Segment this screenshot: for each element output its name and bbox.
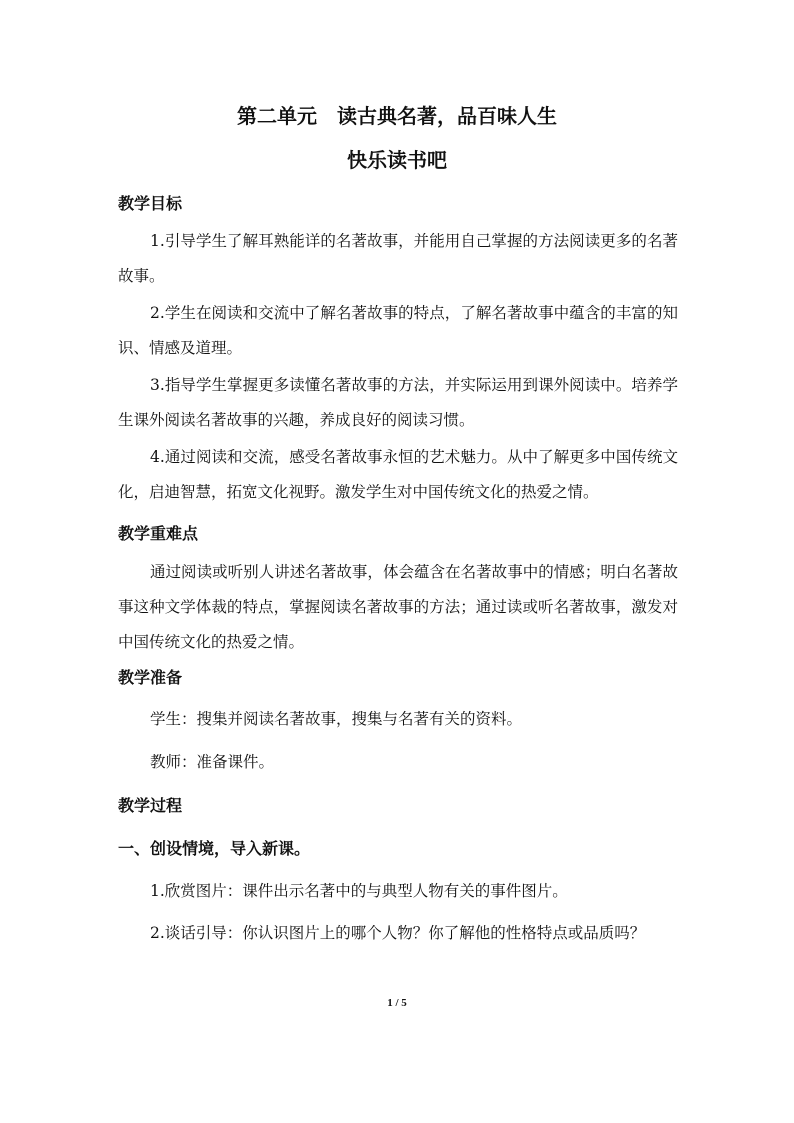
document-title: 第二单元 读古典名著，品百味人生	[237, 104, 557, 128]
goal-item-1: 1.引导学生了解耳熟能详的名著故事，并能用自己掌握的方法阅读更多的名著故事。	[118, 232, 678, 285]
section-heading-preparation: 教学准备	[118, 668, 183, 687]
section-heading-process: 教学过程	[118, 796, 183, 815]
page-number: 1 / 5	[387, 997, 407, 1009]
process-item-1: 1.欣赏图片：课件出示名著中的与典型人物有关的事件图片。	[150, 882, 568, 900]
section-heading-goals: 教学目标	[118, 194, 183, 213]
goal-item-4: 4.通过阅读和交流，感受名著故事永恒的艺术魅力。从中了解更多中国传统文化，启迪智慧，拓宽文化视野。激发学生对中国传统文化的热爱之情。	[118, 448, 678, 501]
preparation-teacher: 教师：准备课件。	[150, 753, 275, 771]
process-item-2: 2.谈话引导：你认识图片上的哪个人物？你了解他的性格特点或品质吗？	[150, 924, 646, 942]
goal-item-3: 3.指导学生掌握更多读懂名著故事的方法，并实际运用到课外阅读中。培养学生课外阅读名著故事的兴趣，养成良好的阅读习惯。	[118, 376, 678, 429]
key-points-text: 通过阅读或听别人讲述名著故事，体会蕴含在名著故事中的情感；明白名著故事这种文学体裁的特点，掌握阅读名著故事的方法；通过读或听名著故事，激发对中国传统文化的热爱之情。	[118, 563, 678, 651]
section-heading-key-points: 教学重难点	[118, 524, 199, 543]
goal-item-2: 2.学生在阅读和交流中了解名著故事的特点，了解名著故事中蕴含的丰富的知识、情感及道理。	[118, 304, 678, 357]
document-subtitle: 快乐读书吧	[347, 148, 447, 172]
process-step1-heading: 一、创设情境，导入新课。	[118, 839, 311, 858]
preparation-student: 学生：搜集并阅读名著故事，搜集与名著有关的资料。	[150, 710, 523, 728]
